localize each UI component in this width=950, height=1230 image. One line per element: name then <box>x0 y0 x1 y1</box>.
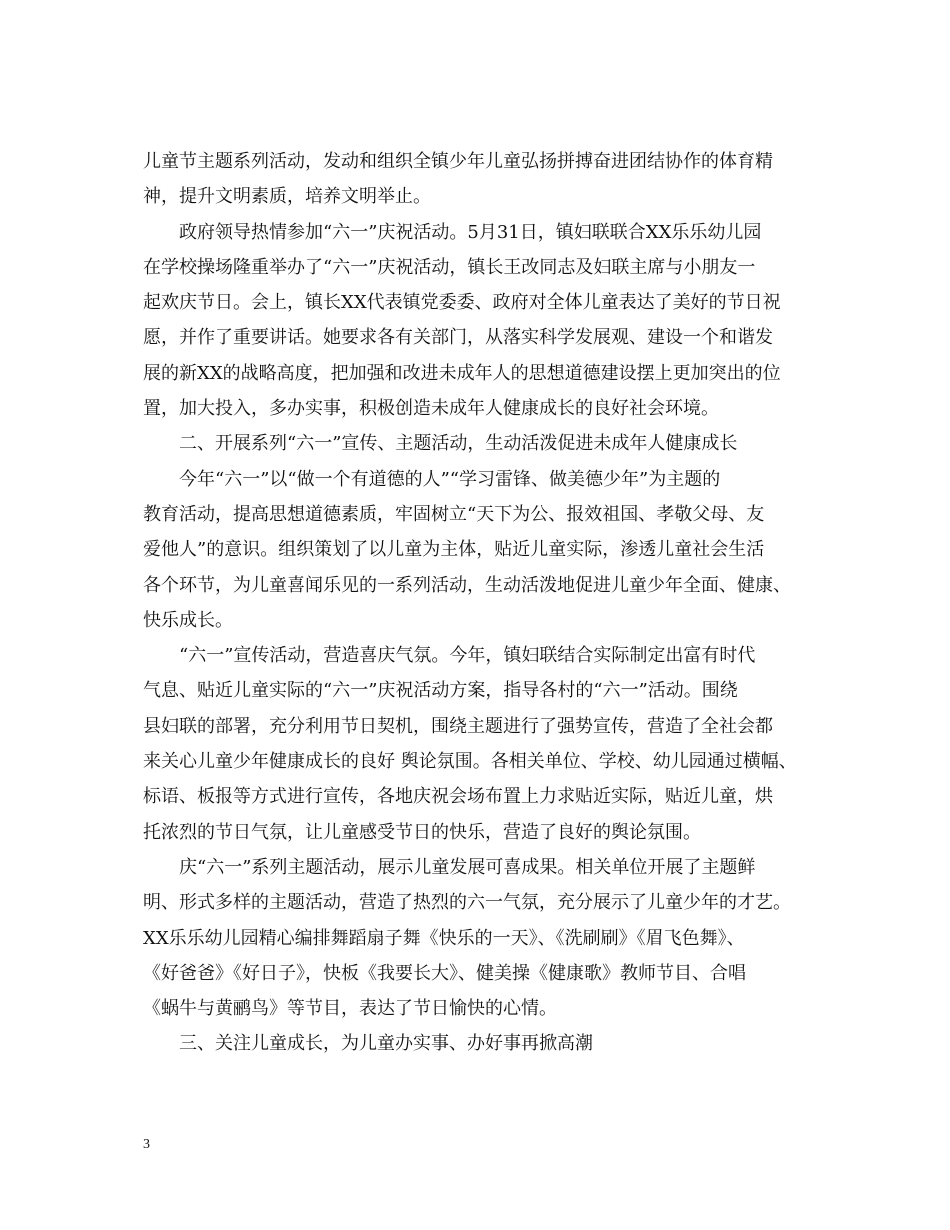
page-number: 3 <box>143 1137 150 1152</box>
text-line: 来关心儿童少年健康成长的良好 舆论氛围。各相关单位、学校、幼儿园通过横幅、 <box>143 751 797 773</box>
text-line: 托浓烈的节日气氛，让儿童感受节日的快乐，营造了良好的舆论氛围。 <box>143 821 701 843</box>
paragraph-first-line: 今年“六一”以“做一个有道德的人”“学习雷锋、做美德少年”为主题的 <box>179 468 721 490</box>
text-line: XX乐乐幼儿园精心编排舞蹈扇子舞《快乐的一天》、《洗刷刷》《眉飞色舞》、 <box>143 927 745 949</box>
text-line: 在学校操场隆重举办了“六一”庆祝活动，镇长王改同志及妇联主席与小朋友一 <box>143 256 756 278</box>
text-line: 《蜗牛与黄鹂鸟》等节目，表达了节日愉快的心情。 <box>143 998 557 1020</box>
text-line: 气息、贴近儿童实际的“六一”庆祝活动方案，指导各村的“六一”活动。围绕 <box>143 680 738 702</box>
paragraph-first-line: 政府领导热情参加“六一”庆祝活动。5月31日，镇妇联联合XX乐乐幼儿园 <box>179 221 762 243</box>
section-heading: 三、关注儿童成长，为儿童办实事、办好事再掀高潮 <box>179 1033 593 1055</box>
text-line: 儿童节主题系列活动，发动和组织全镇少年儿童弘扬拼搏奋进团结协作的体育精 <box>143 151 773 172</box>
text-line: 神，提升文明素质，培养文明举止。 <box>143 186 431 208</box>
text-line: 《好爸爸》《好日子》，快板《我要长大》、健美操《健康歌》教师节目、合唱 <box>143 962 746 984</box>
text-line: 教育活动，提高思想道德素质，牢固树立“天下为公、报效祖国、孝敬父母、友 <box>143 503 765 525</box>
paragraph-first-line: “六一”宣传活动，营造喜庆气氛。今年，镇妇联结合实际制定出富有时代 <box>179 645 756 667</box>
text-line: 标语、板报等方式进行宣传，各地庆祝会场布置上力求贴近实际，贴近儿童，烘 <box>143 786 773 808</box>
text-line: 展的新XX的战略高度，把加强和改进未成年人的思想道德建设摆上更加突出的位 <box>143 362 781 384</box>
text-line: 各个环节，为儿童喜闻乐见的一系列活动，生动活泼地促进儿童少年全面、健康、 <box>143 574 791 596</box>
section-heading: 二、开展系列“六一”宣传、主题活动，生动活泼促进未成年人健康成长 <box>179 433 738 455</box>
text-line: 快乐成长。 <box>143 609 233 631</box>
paragraph-first-line: 庆“六一”系列主题活动，展示儿童发展可喜成果。相关单位开展了主题鲜 <box>179 856 756 878</box>
text-line: 置，加大投入，多办实事，积极创造未成年人健康成长的良好社会环境。 <box>143 398 719 420</box>
text-line: 明、形式多样的主题活动，营造了热烈的六一气氛，充分展示了儿童少年的才艺。 <box>143 892 791 914</box>
document-body <box>143 144 823 1062</box>
text-line: 爱他人”的意识。组织策划了以儿童为主体，贴近儿童实际，渗透儿童社会生活 <box>143 539 765 561</box>
text-line: 起欢庆节日。会上，镇长XX代表镇党委委、政府对全体儿童表达了美好的节日祝 <box>143 292 781 314</box>
text-line: 愿，并作了重要讲话。她要求各有关部门，从落实科学发展观、建设一个和谐发 <box>143 327 773 349</box>
text-line: 县妇联的部署，充分利用节日契机，围绕主题进行了强势宣传，营造了全社会都 <box>143 715 773 737</box>
